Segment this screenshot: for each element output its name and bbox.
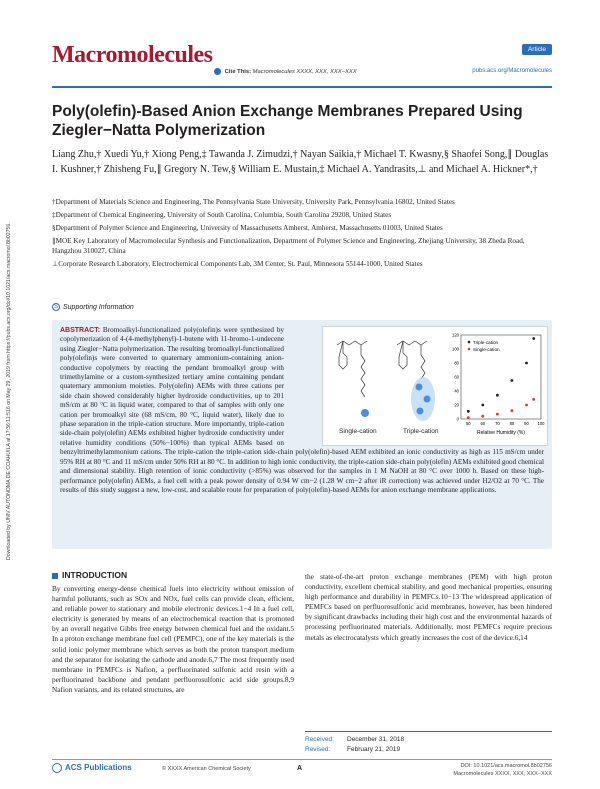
section-bullet-icon bbox=[52, 573, 58, 579]
footer-citation: Macromolecules XXXX, XXX, XXX−XXX bbox=[453, 770, 552, 777]
affiliations bbox=[52, 197, 552, 272]
affiliation-3: §Department of Polymer Science and Engineering, University of Massachusetts Amherst, Amherst, Massachusetts 01003, United States bbox=[52, 224, 443, 232]
y-tick-label-1: 20 bbox=[454, 402, 459, 408]
alkyl-chain-single bbox=[361, 345, 365, 397]
doi-link[interactable]: DOI: 10.1021/acs.macromol.8b02756 bbox=[460, 763, 552, 769]
point-triple-3 bbox=[511, 379, 514, 382]
single-cation-structure bbox=[337, 341, 369, 417]
point-single-1 bbox=[481, 415, 484, 418]
point-single-4 bbox=[525, 404, 528, 407]
journal-logo[interactable]: Macromolecules bbox=[52, 42, 213, 68]
y-tick-label-2: 40 bbox=[454, 388, 459, 394]
point-triple-1 bbox=[481, 404, 484, 407]
alkyl-chain-triple bbox=[421, 345, 425, 379]
point-single-2 bbox=[496, 413, 499, 416]
y-tick-label-4: 80 bbox=[454, 360, 459, 366]
intro-column-right: the state-of-the-art proton exchange membranes (PEM) with high proton conductivity, excellent chemical stability, and good mechanical properties, ensuring high performance and durability in PEMFCs.10−13 The widespread application of PEMFCs based on perfluorosulfonic acid membranes, however, has been hindered by significant drawbacks including their high cost and the environmental hazards of processing perfluorinated materials. Additionally, most PEMFCs require precious metals as electrocatalysts which greatly increases the cost of the device.6,14 bbox=[305, 572, 552, 642]
affiliation-2: ‡Department of Chemical Engineering, University of South Carolina, Columbia, South Carolina 29208, United States bbox=[52, 211, 392, 219]
acs-publications-logo[interactable] bbox=[52, 763, 132, 773]
supporting-info-link[interactable] bbox=[52, 303, 134, 311]
author-list bbox=[52, 147, 552, 177]
y-tick-label-6: 120 bbox=[452, 332, 459, 338]
cite-icon bbox=[214, 68, 221, 75]
x-tick-label-2: 70 bbox=[495, 421, 500, 426]
author-names: Liang Zhu,† Xuedi Yu,† Xiong Peng,‡ Tawanda J. Zimudzi,† Nayan Saikia,† Michael T. Kwasny,§ Shaofei Song,∥ Douglas I. Kushner,† Zhisheng Fu,∥ Gregory N. Tew,§ William E. Mustain,‡ Michael A. Yandrasits,⊥ and Michael A. Hickner*,† bbox=[52, 149, 549, 175]
abstract-box bbox=[52, 320, 552, 549]
backbone-single bbox=[337, 341, 367, 345]
toc-plot bbox=[452, 333, 545, 437]
x-tick-label-0: 50 bbox=[465, 421, 471, 426]
x-tick-label-1: 60 bbox=[480, 421, 486, 426]
footer-divider bbox=[52, 759, 552, 760]
point-triple-0 bbox=[467, 410, 470, 413]
supporting-info-label: Supporting Information bbox=[63, 303, 134, 311]
legend-single: Single-cation bbox=[473, 347, 500, 352]
cation-bead-1 bbox=[416, 384, 423, 391]
point-triple-2 bbox=[496, 394, 499, 397]
abstract-body: Bromoalkyl-functionalized poly(olefin)s were synthesized by copolymerization of 4-(4-methylphenyl)-1-butene with 11-bromo-1-undecene using Ziegler−Natta polymerization. The resulting bromoalkyl-functionalized poly(olefin)s were converted to quaternary ammonium-containing anion-conductive copolymers by reacting the pendant bromoalkyl group with trimethylamine or a custom-synthesized tertiary amine containing pendant quaternary ammonium moieties. Poly(olefin) AEMs with three cations per side chain showed considerably higher hydroxide conductivities, up to 201 mS/cm at 80 °C in liquid water, compared to that of samples with only one cation per bromoalkyl site (68 mS/cm, 80 °C, liquid water), likely due to phase separation in the triple-cation structure. More importantly, triple-cation side-chain poly(olefin) AEMs exhibited higher hydroxide conductivity under relative humidity conditions (50%−100%) than typical AEMs based on benzyltrimethylammonium cations. The triple-cation the triple-cation side-chain poly(olefin)-based AEM exhibited an ionic conductivity as high as 115 mS/cm under 95% RH at 80 °C and 11 mS/cm under 50% RH at 80 °C. In addition to high ionic conductivity, the triple-cation side-chain poly(olefin) AEMs exhibited good chemical and dimensional stability. High retention of ionic conductivity (>85%) was observed for the samples in 1 M NaOH at 80 °C over 1000 h. Based on these high-performance poly(olefin) AEMs, a fuel cell with a peak power density of 0.94 W cm−2 (1.28 W cm−2 after iR correction) was achieved under H2/O2 at 70 °C. The results of this study suggest a new, low-cost, and scalable route for preparation of poly(olefin)-based AEMs for anion exchange membrane applications. bbox=[60, 326, 544, 494]
abstract-label: ABSTRACT: bbox=[60, 327, 101, 334]
cation-bead-single bbox=[361, 409, 369, 417]
x-tick-label-4: 90 bbox=[524, 421, 529, 426]
revised-date bbox=[305, 745, 552, 755]
affiliation-4: ∥MOE Key Laboratory of Macromolecular Synthesis and Functionalization, Department of Polymer Science and Engineering, Zhejiang University, 38 Zheda Road, Hangzhou 310027, China bbox=[52, 237, 525, 255]
legend-triple: Triple-cation bbox=[473, 340, 499, 345]
point-single-3 bbox=[511, 409, 514, 412]
cite-label: Cite This: bbox=[224, 69, 252, 76]
y-tick-label-0: 0 bbox=[456, 416, 459, 422]
backbone-triple bbox=[397, 341, 427, 345]
article-title: Poly(olefin)-Based Anion Exchange Membranes Prepared Using Ziegler−Natta Polymerization bbox=[52, 103, 523, 139]
phenyl-ring-triple bbox=[399, 341, 407, 369]
acs-logo-text: ACS Publications bbox=[65, 763, 132, 773]
revised-value: February 21, 2019 bbox=[347, 746, 401, 753]
x-tick-label-3: 80 bbox=[509, 421, 515, 426]
doi-block bbox=[453, 763, 552, 778]
page-footer bbox=[52, 763, 552, 783]
article-type-badge: Article bbox=[522, 44, 552, 55]
toc-label-single: Single-cation bbox=[339, 428, 377, 435]
section-heading-text: INTRODUCTION bbox=[62, 570, 128, 580]
intro-column-left: By converting energy-dense chemical fuels into electricity without emission of harmful pollutants, such as SOx and NOx, fuel cells can provide clean, efficient, and reliable power to stationary and mobile electronic devices.1−4 In a fuel cell, electricity is generated by means of an electrochemical reaction that is promoted by an overall negative Gibbs free energy between chemical fuel and the oxidant.5 In a proton exchange membrane fuel cell (PEMFC), one of the key materials is the solid ionic polymer membrane which serves as both the proton transport medium and the separator for isolating the cathode and anode.6,7 The most frequently used membrane in PEMFCs is Nafion, a perfluorinated sulfonic acid resin with a perfluorinated backbone and pendant perfluorosulfonic acid side groups.8,9 Nafion variants, and its related structures, are bbox=[52, 584, 294, 694]
download-watermark bbox=[2, 222, 22, 560]
masthead-divider bbox=[52, 86, 552, 88]
download-note-text: Downloaded by UNIV AUTONOMA DE COAHUILA at 17:36:11:516 on May 29, 2019 from https://pubs.acs.org/doi/10.1021/acs.macromol.8b02756. bbox=[6, 222, 12, 560]
point-single-5 bbox=[532, 398, 535, 401]
received-value: December 31, 2018 bbox=[347, 736, 405, 743]
revised-label: Revised: bbox=[305, 746, 331, 753]
cation-bead-3 bbox=[417, 408, 424, 415]
article-dates bbox=[305, 731, 552, 755]
legend-marker-triple bbox=[468, 341, 471, 344]
affiliation-5: ⊥Corporate Research Laboratory, Electrochemical Components Lab, 3M Center, St. Paul, Minnesota 55144-1000, United States bbox=[52, 260, 423, 268]
supporting-info-icon: S bbox=[53, 304, 58, 310]
section-heading-introduction bbox=[52, 570, 127, 580]
y-tick-label-5: 100 bbox=[452, 346, 459, 352]
legend-marker-single bbox=[468, 348, 471, 351]
x-tick-label-5: 100 bbox=[537, 421, 545, 426]
cite-this[interactable] bbox=[214, 68, 357, 75]
plot-xlabel: Relative Humidity (%) bbox=[476, 430, 526, 436]
toc-graphic bbox=[322, 326, 548, 446]
triple-cation-structure bbox=[397, 341, 435, 421]
point-triple-4 bbox=[525, 362, 528, 365]
received-date bbox=[305, 735, 552, 745]
y-tick-label-3: 60 bbox=[454, 374, 459, 380]
toc-label-triple: Triple-cation bbox=[403, 428, 439, 435]
cite-text: Macromolecules XXXX, XXX, XXX−XXX bbox=[252, 69, 357, 76]
phenyl-ring-single bbox=[339, 341, 347, 369]
affiliation-1: †Department of Materials Science and Engineering, The Pennsylvania State University, University Park, Pennsylvania 16802, United States bbox=[52, 198, 455, 206]
masthead bbox=[52, 42, 552, 86]
received-label: Received: bbox=[305, 736, 334, 743]
cation-bead-2 bbox=[424, 396, 431, 403]
point-triple-5 bbox=[532, 337, 535, 340]
page-number: A bbox=[297, 765, 303, 772]
point-single-0 bbox=[467, 416, 470, 419]
journal-url-link[interactable]: pubs.acs.org/Macromolecules bbox=[472, 68, 552, 74]
acs-logo-icon bbox=[52, 763, 62, 773]
cation-cluster-halo bbox=[411, 377, 435, 421]
copyright: © XXXX American Chemical Society bbox=[162, 766, 251, 772]
